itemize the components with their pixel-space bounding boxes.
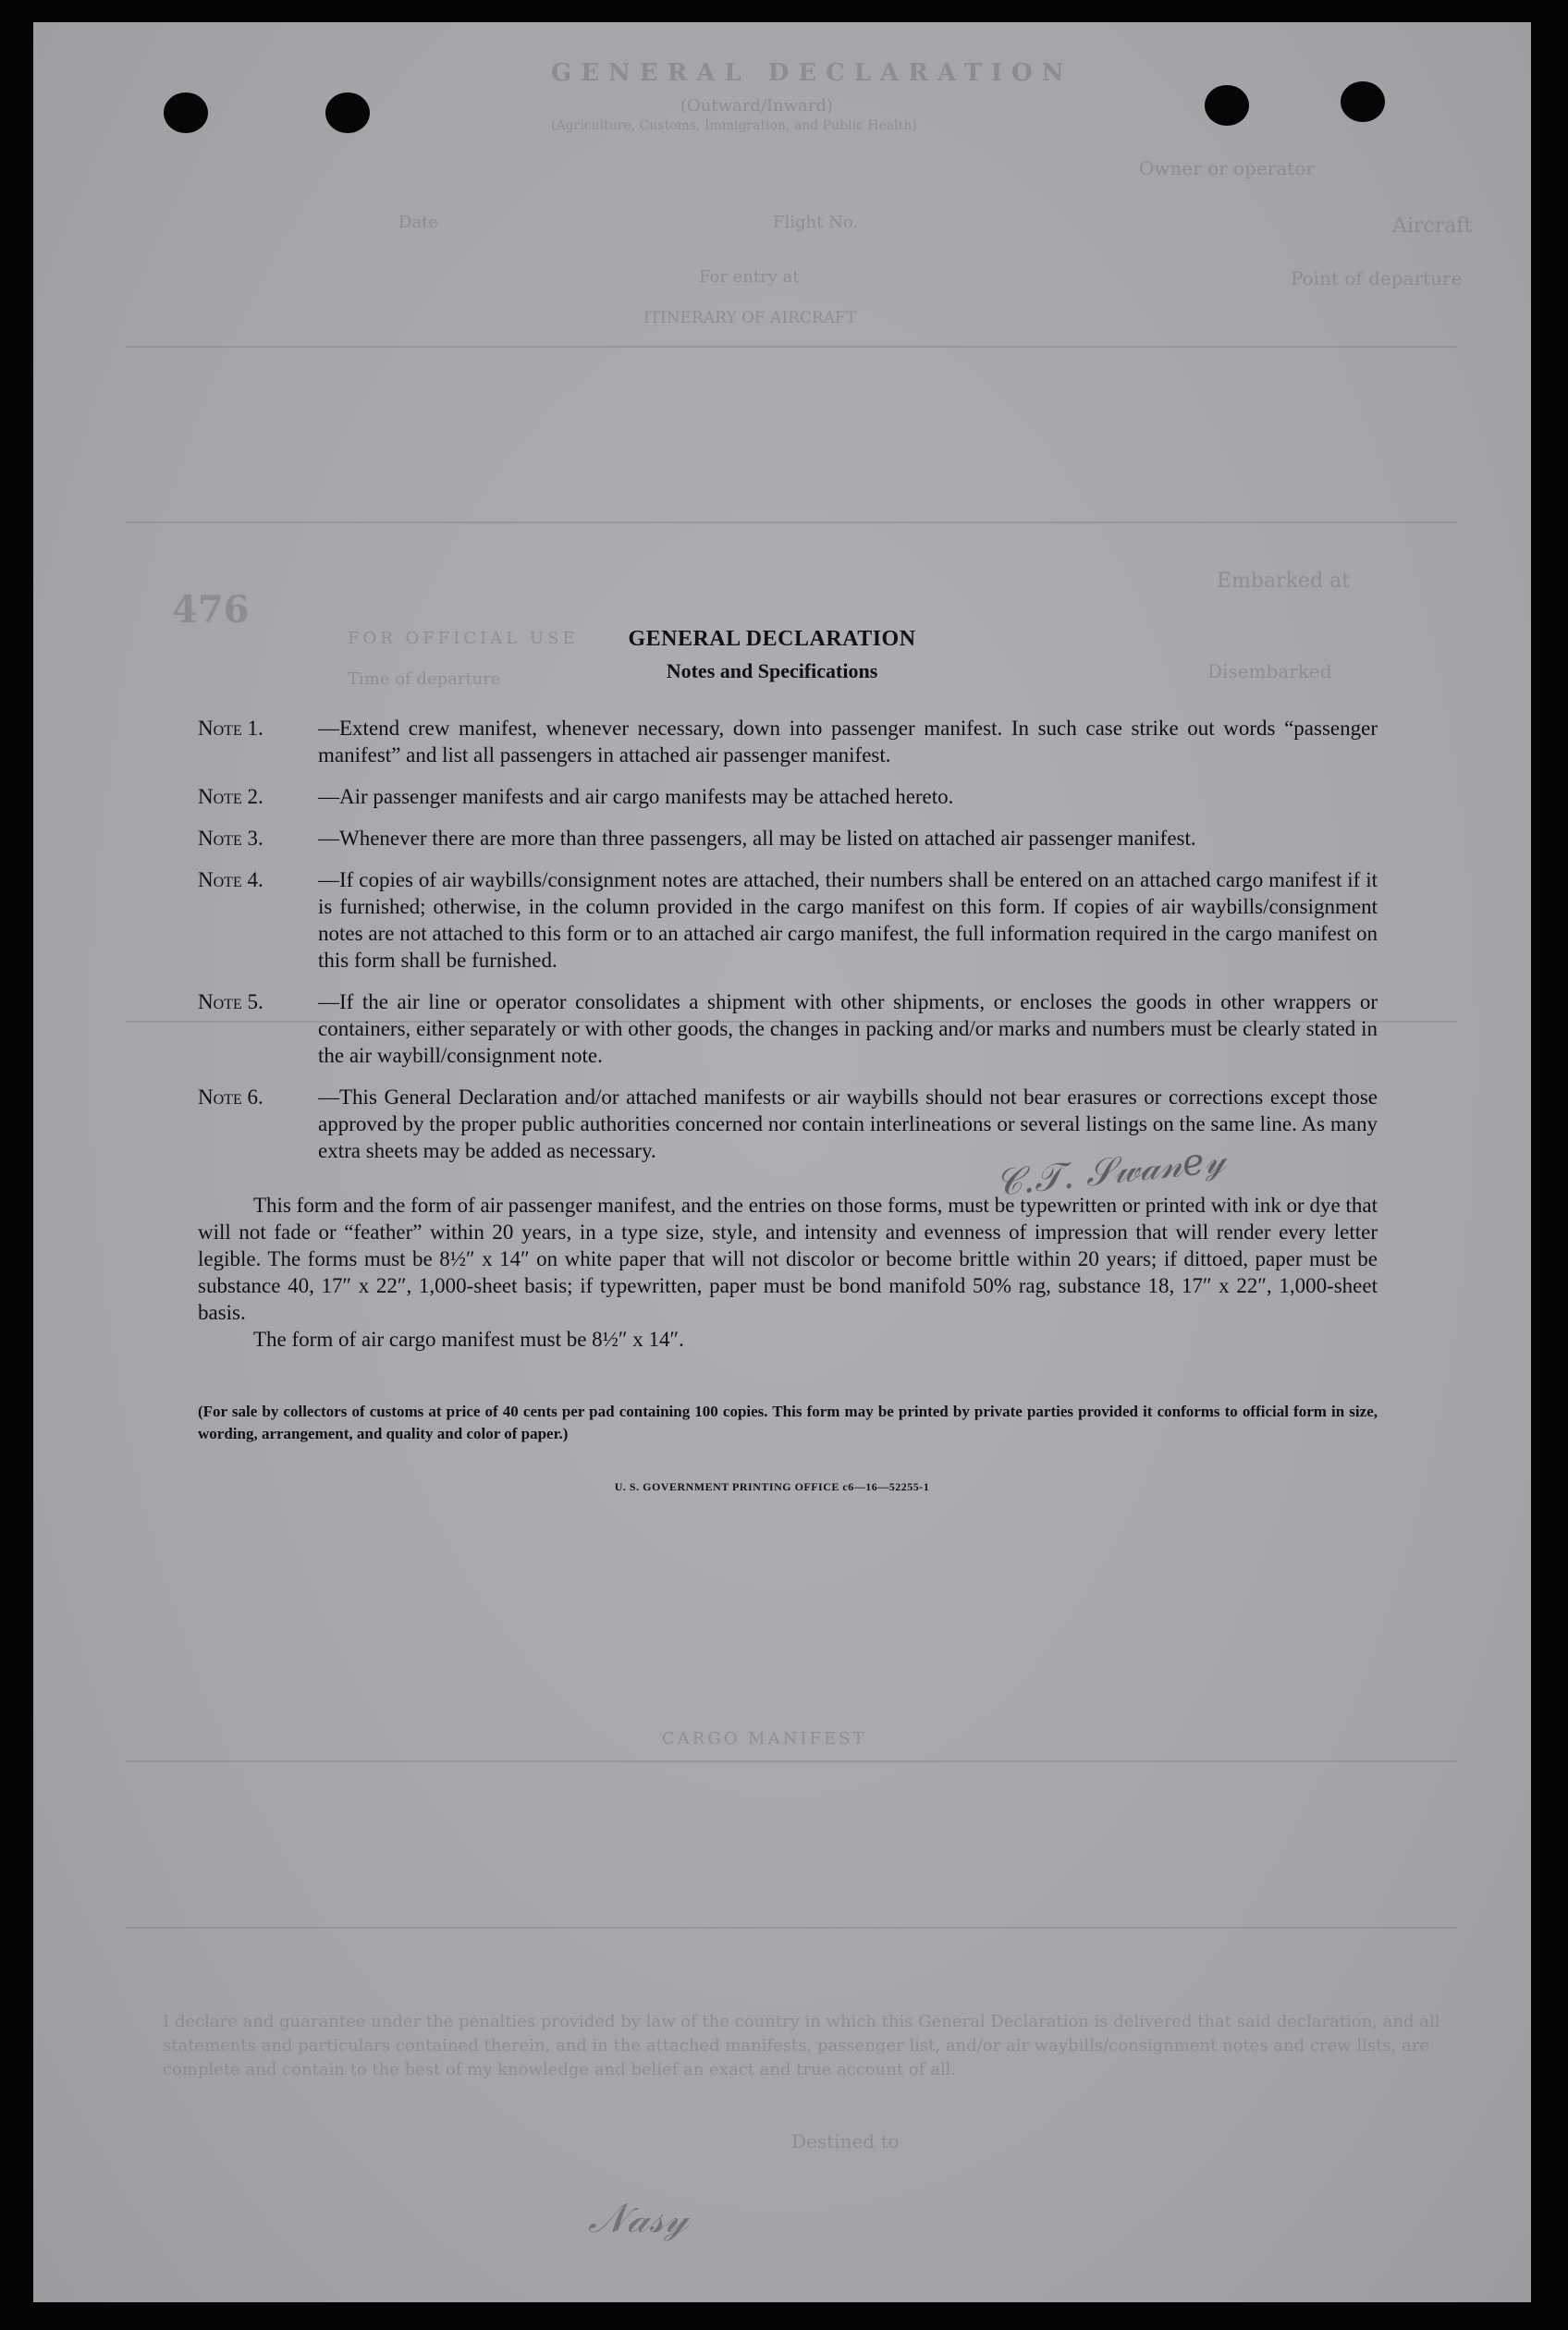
note-3 bbox=[166, 825, 1378, 852]
bleed-itinerary-label: ITINERARY OF AIRCRAFT bbox=[643, 309, 857, 327]
note-text: —Whenever there are more than three passengers, all may be listed on attached air passenger manifest. bbox=[318, 827, 1196, 850]
bleed-departure-label: Point of departure bbox=[1291, 267, 1463, 289]
note-text: —If the air line or operator consolidates a shipment with other shipments, or encloses the goods in other wrappers or containers, either separately or with other goods, the changes in packing and/or marks and numbers must be clearly stated in the air waybill/consignment note. bbox=[318, 990, 1378, 1067]
punch-hole-2 bbox=[325, 92, 370, 133]
bleed-header-sub: (Outward/Inward) bbox=[680, 96, 833, 116]
specifications-paragraph: This form and the form of air passenger manifest, and the entries on those forms, must be typewritten or printed with ink or dye that will not fade or “feather” within 20 years, in a type size, style, and intensity and evenness of impression that will render every letter legible. The forms must be 8½″ x 14″ on white paper that will not discolor or become brittle within 20 years; if dittoed, paper must be substance 40, 17″ x 22″, 1,000-sheet basis; if typewritten, paper must be bond manifold 50% rag, substance 18, 17″ x 22″, 1,000-sheet basis. bbox=[198, 1194, 1378, 1324]
note-2 bbox=[166, 783, 1378, 810]
note-label: Note 3. bbox=[198, 827, 263, 850]
page-title: GENERAL DECLARATION bbox=[628, 627, 916, 651]
bleed-embarked-label: Embarked at bbox=[1217, 570, 1351, 593]
bleed-declare-text: I declare and guarantee under the penalties provided by law of the country in which this General Declaration is delivered that said declaration, and all statements and particulars contained therein, and in the attached manifests, passenger list, and/or air waybills/consignment notes and crew lists, are complete and contain to the best of my knowledge and belief an exact and true account of all. bbox=[163, 2012, 1440, 2079]
note-text: —If copies of air waybills/consignment notes are attached, their numbers shall be entered on an attached cargo manifest if it is furnished; otherwise, in the column provided in the cargo manifest on this form. If copies of air waybills/consignment notes are not attached to this form or to an attached air cargo manifest, the full information required in the cargo manifest on this form shall be furnished. bbox=[318, 868, 1378, 972]
note-label: Note 4. bbox=[198, 868, 263, 891]
bleed-rule-5 bbox=[126, 1927, 1457, 1929]
bleed-for-official-use: FOR OFFICIAL USE bbox=[348, 629, 579, 648]
note-text: —This General Declaration and/or attached manifests or air waybills should not bear erasures or corrections except those approved by the proper public authorities concerned nor contain interlineations or several listings on the same line. As many extra sheets may be added as necessary. bbox=[318, 1085, 1378, 1162]
note-4 bbox=[166, 866, 1378, 974]
bleed-number-stamp: 476 bbox=[172, 588, 250, 632]
note-text: —Extend crew manifest, whenever necessary, down into passenger manifest. In such case strike out words “passenger manifest” and list all passengers in attached air passenger manifest. bbox=[318, 717, 1378, 766]
note-6 bbox=[166, 1084, 1378, 1164]
bleed-time-label: Time of departure bbox=[348, 669, 501, 689]
note-label: Note 1. bbox=[198, 717, 263, 740]
bleed-signature: 𝒩𝒶𝓈𝓎 bbox=[588, 2195, 689, 2242]
bleed-date-label: Date bbox=[398, 213, 439, 232]
bleed-entry-label: For entry at bbox=[699, 267, 800, 287]
bleed-disembarked-label: Disembarked bbox=[1207, 660, 1332, 682]
note-1 bbox=[166, 715, 1378, 768]
punch-hole-1 bbox=[164, 92, 208, 133]
page-subtitle: Notes and Specifications bbox=[666, 659, 878, 682]
punch-hole-3 bbox=[1205, 85, 1249, 126]
note-label: Note 6. bbox=[198, 1085, 263, 1109]
handwritten-signature: 𝒞.𝒯. 𝒮𝓌𝒶𝓃𝑒𝓎 bbox=[993, 1138, 1228, 1205]
note-text: —Air passenger manifests and air cargo manifests may be attached hereto. bbox=[318, 785, 954, 808]
note-label: Note 2. bbox=[198, 785, 263, 808]
bleed-flight-label: Flight No. bbox=[773, 213, 859, 232]
bleed-aircraft-label: Aircraft bbox=[1392, 215, 1473, 238]
printer-imprint: U. S. GOVERNMENT PRINTING OFFICE c6—16—52255-1 bbox=[614, 1480, 930, 1493]
sale-note: (For sale by collectors of customs at price of 40 cents per pad containing 100 copies. This form may be printed by private parties provided it conforms to official form in size, wording, arrangement, and quality and color of paper.) bbox=[198, 1403, 1378, 1442]
note-5 bbox=[166, 988, 1378, 1069]
declaration-notes bbox=[166, 601, 1378, 1494]
punch-hole-4 bbox=[1341, 81, 1385, 122]
bleed-rule-2 bbox=[126, 521, 1457, 523]
bleed-cargo-manifest-label: CARGO MANIFEST bbox=[662, 1729, 867, 1748]
form-specifications bbox=[198, 1192, 1378, 1353]
bleed-rule-1 bbox=[126, 346, 1457, 348]
bleed-header-title: GENERAL DECLARATION bbox=[551, 59, 1073, 87]
note-label: Note 5. bbox=[198, 990, 263, 1013]
bleed-destined-label: Destined to bbox=[791, 2130, 900, 2152]
bleed-owner-label: Owner or operator bbox=[1139, 157, 1315, 179]
bleed-header-sub2: (Agriculture, Customs, Immigration, and Public Health) bbox=[551, 118, 917, 133]
bleed-rule-4 bbox=[126, 1760, 1457, 1762]
cargo-manifest-size-line: The form of air cargo manifest must be 8½″ x 14″. bbox=[253, 1328, 684, 1351]
